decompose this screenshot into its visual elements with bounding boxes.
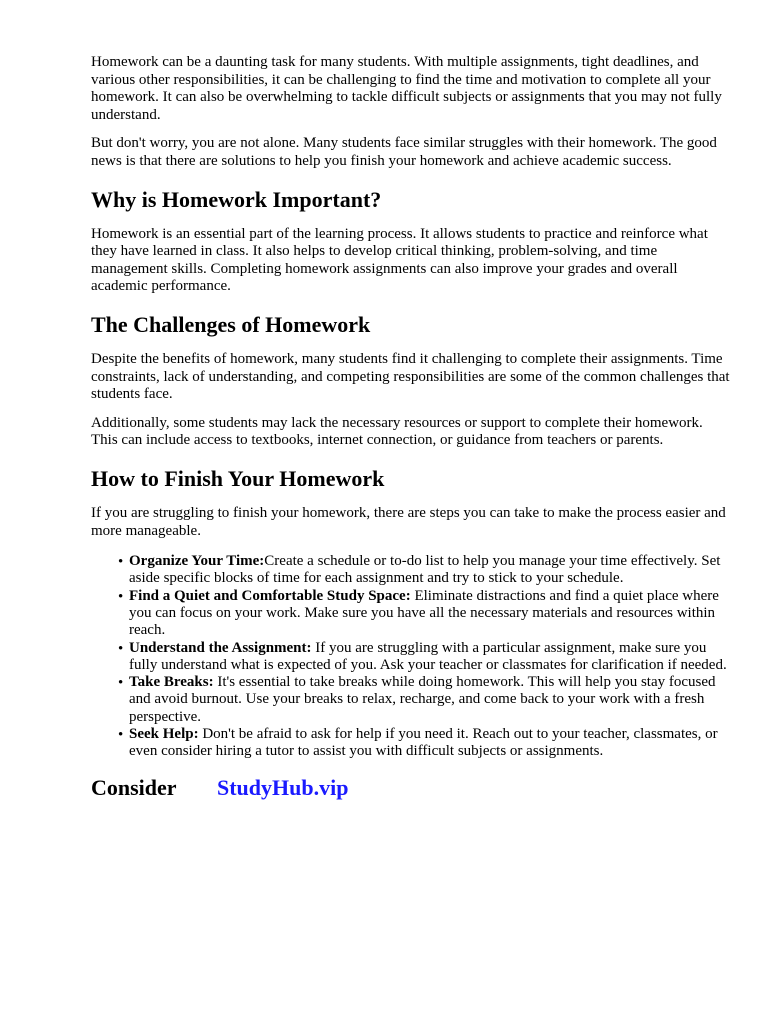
bullet-icon: • [118,727,124,744]
tip-title: Seek Help: [129,726,199,743]
how-to-finish-heading: How to Finish Your Homework [91,465,385,491]
tip-text: If you are struggling with a particular assignment, make sure you fully understand what is expected of you. Ask your teacher or classmates for clarification if needed. [129,639,727,673]
list-item [91,588,731,640]
how-to-finish-paragraph: If you are struggling to finish your homework, there are steps you can take to make the process easier and more manageable. [91,504,726,539]
tip-text: It's essential to take breaks while doing homework. This will help you stay focused and avoid burnout. Use your breaks to relax, recharge, and come back to your work with a fresh perspective. [129,674,716,725]
list-item [91,553,731,588]
consider-row [91,774,731,802]
challenges-paragraph-2: Additionally, some students may lack the necessary resources or support to complete their homework. This can include access to textbooks, internet connection, or guidance from teachers or parents. [91,414,703,449]
bullet-icon: • [118,640,124,657]
intro-paragraph-2: But don't worry, you are not alone. Many students face similar struggles with their homework. The good news is that there are solutions to help you finish your homework and achieve academic success. [91,135,717,169]
bullet-icon: • [118,588,124,605]
why-homework-paragraph: Homework is an essential part of the learning process. It allows students to practice and reinforce what they have learned in class. It also helps to develop critical thinking, problem-solving, and time management skills. Completing homework assignments can also improve your grades and overall academic performance. [91,225,708,295]
studyhub-link[interactable]: StudyHub.vip [217,774,349,800]
tip-text: Don't be afraid to ask for help if you need it. Reach out to your teacher, classmates, or even consider hiring a tutor to assist you with difficult subjects or assignments. [129,726,718,760]
why-homework-heading: Why is Homework Important? [91,186,382,212]
challenges-heading: The Challenges of Homework [91,311,371,337]
tip-title: Understand the Assignment: [129,639,312,656]
tip-title: Find a Quiet and Comfortable Study Space: [129,587,411,604]
tip-text: Create a schedule or to-do list to help you manage your time effectively. Set aside specific blocks of time for each assignment and try to stick to your schedule. [129,553,721,587]
bullet-icon: • [118,554,124,571]
tip-title: Take Breaks: [129,674,214,691]
list-item [91,640,731,675]
consider-label: Consider [91,774,177,800]
list-item [91,674,731,726]
intro-paragraph-1: Homework can be a daunting task for many students. With multiple assignments, tight deadlines, and various other responsibilities, it can be challenging to find the time and motivation to complete all your homework. It can also be overwhelming to tackle difficult subjects or assignments that you may not fully understand. [91,54,722,123]
document-page [91,54,731,802]
tip-text: Eliminate distractions and find a quiet place where you can focus on your work. Make sure you have all the necessary materials and resources within reach. [129,587,719,639]
bullet-icon: • [118,675,124,692]
tips-list [91,553,731,761]
challenges-paragraph-1: Despite the benefits of homework, many students find it challenging to complete their assignments. Time constraints, lack of understanding, and competing responsibilities are some of the common challenges that students face. [91,350,730,403]
tip-title: Organize Your Time: [129,553,265,570]
list-item [91,726,731,761]
